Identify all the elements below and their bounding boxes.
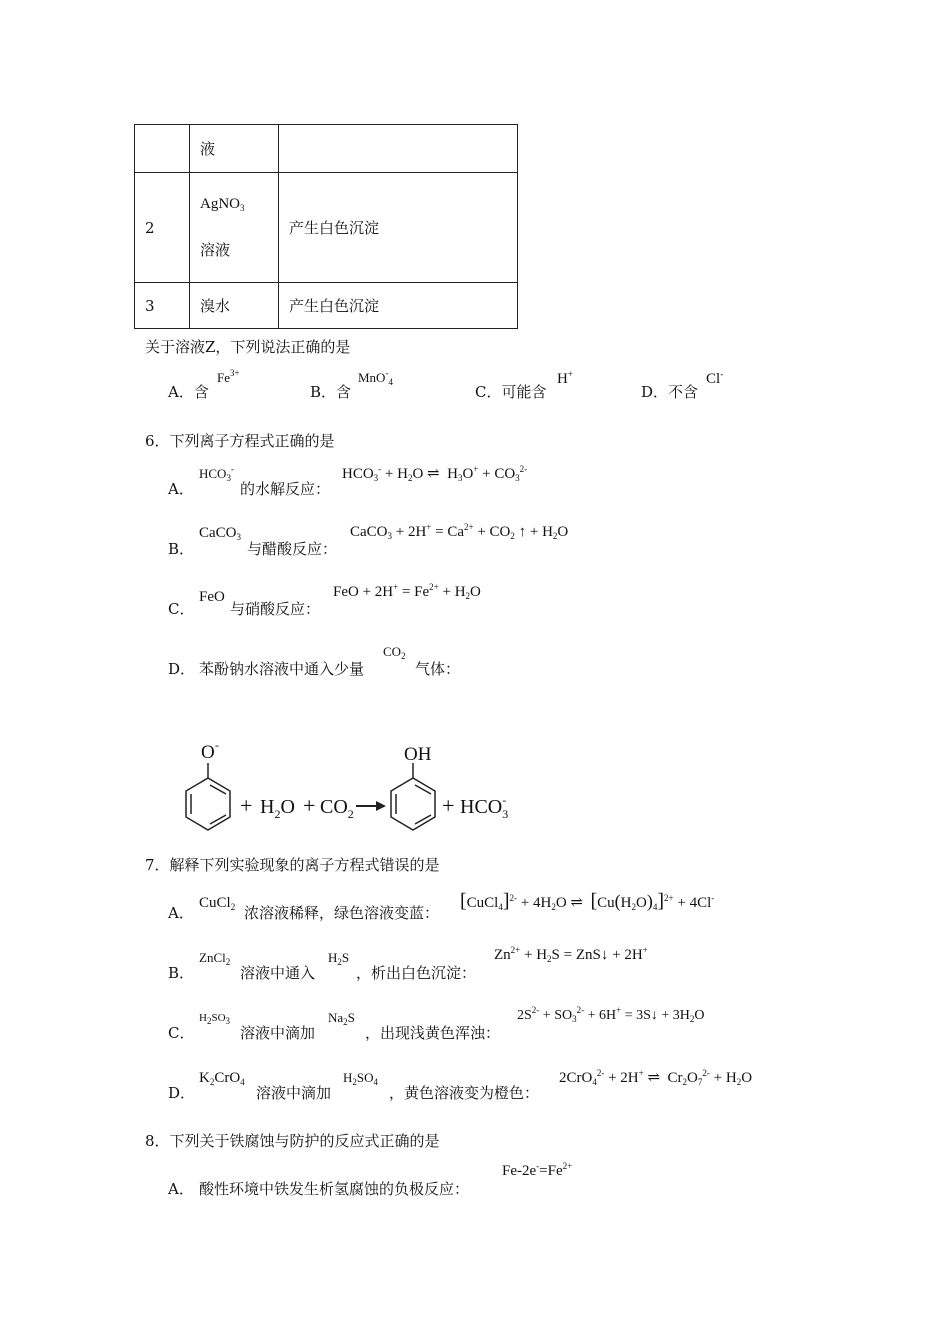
q6-option-a-text: 的水解反应： bbox=[240, 480, 331, 498]
q8-option-a-text: 酸性环境中铁发生析氢腐蚀的负极反应： bbox=[199, 1180, 470, 1198]
bicarbonate-formula: $HCO_3-$ bbox=[460, 793, 509, 821]
q6-option-d-text: 苯酚钠水溶液中通入少量 bbox=[199, 660, 365, 678]
table-cell-num: 3 bbox=[135, 283, 190, 329]
q6-c-equation: FeO + $2H^+ = Fe^{2+} + H_2O$ bbox=[333, 582, 481, 601]
q7-option-d-text: 溶液中滴加 bbox=[256, 1084, 332, 1102]
q8-a-equation: $Fe-2e^-=Fe^{2+}$ bbox=[502, 1161, 573, 1179]
q6-option-a-label[interactable]: A． bbox=[168, 480, 194, 498]
q7-option-c-label[interactable]: C． bbox=[168, 1024, 195, 1042]
q6-a-equation: $HCO_3^- + H_2O$ ⇌ $H_3O^+ + CO_3^{2-}$ bbox=[342, 464, 528, 483]
phenoxide-charge: - bbox=[215, 738, 219, 752]
q8-stem: 8．下列关于铁腐蚀与防护的反应式正确的是 bbox=[145, 1132, 440, 1150]
q7-option-c-text2: ，出现浅黄色浑浊： bbox=[365, 1024, 501, 1042]
plus-sign-1: + bbox=[240, 793, 253, 818]
q6-c-reactant: FeO bbox=[199, 589, 225, 605]
phenol-ring bbox=[391, 763, 435, 830]
q5-stem: 关于溶液Z，下列说法正确的是 bbox=[145, 338, 351, 356]
q7-c-formula: $Na_2S$ bbox=[328, 1010, 355, 1027]
experiment-table bbox=[134, 124, 518, 329]
table-cell-phenomenon bbox=[279, 125, 518, 173]
q7-option-d-text2: ，黄色溶液变为橙色： bbox=[389, 1084, 540, 1102]
table-cell-num bbox=[135, 125, 190, 173]
q7-d-formula: $H_2SO_4$ bbox=[343, 1070, 379, 1087]
q7-stem: 7．解释下列实验现象的离子方程式错误的是 bbox=[145, 856, 440, 874]
q6-option-d-text2: 气体： bbox=[415, 660, 461, 678]
phenoxide-ring bbox=[186, 763, 230, 830]
q5-option-c[interactable]: C．可能含 bbox=[475, 383, 547, 401]
phenoxide-reaction-scheme bbox=[170, 738, 530, 838]
q7-option-a-label[interactable]: A． bbox=[168, 904, 194, 922]
q5-option-b[interactable]: B．含 bbox=[310, 383, 352, 401]
q7-option-b-label[interactable]: B． bbox=[168, 964, 195, 982]
q7-b-formula: $H_2S$ bbox=[328, 950, 350, 967]
q7-c-equation: $2S^{2-} + SO_3^{2-} + 6H^+$ = 3S↓ + $3H_2O$ bbox=[517, 1005, 705, 1024]
q6-d-formula: $CO_2$ bbox=[383, 644, 406, 661]
q7-a-equation: [CuCl$_4$]$^{2-}$ + $4H_2O$ ⇌ $[Cu(H_2O)_4]^{2+} + 4Cl^-$ bbox=[460, 890, 715, 912]
q8-option-a-label[interactable]: A． bbox=[168, 1180, 194, 1198]
table-cell-reagent: AgNO$_3$ 溶液 bbox=[190, 173, 279, 283]
phenol-oh-label: OH bbox=[404, 744, 432, 765]
q7-option-b-text: 溶液中通入 bbox=[240, 964, 316, 982]
q7-option-a-text: 浓溶液稀释，绿色溶液变蓝： bbox=[244, 904, 440, 922]
table-cell-reagent: 液 bbox=[190, 125, 279, 173]
q5-option-c-formula: H+ bbox=[557, 369, 573, 387]
table-cell-reagent: 溴水 bbox=[190, 283, 279, 329]
q6-b-equation: CaCO$_3$ + $2H^+ = Ca^{2+} + CO_2$ ↑ + $H_2O$ bbox=[350, 522, 569, 541]
phenoxide-o-label: O bbox=[201, 742, 215, 763]
plus-sign-2: + bbox=[303, 793, 316, 818]
reaction-arrow bbox=[356, 801, 386, 811]
q5-option-d[interactable]: D．不含 bbox=[641, 383, 699, 401]
q7-b-equation: $Zn^{2+} + H_2S$ = ZnS↓ + 2H+ bbox=[494, 945, 648, 964]
table-row bbox=[135, 283, 518, 329]
q5-option-b-formula: MnO-$_4$ bbox=[358, 368, 393, 387]
q6-option-c-label[interactable]: C． bbox=[168, 600, 195, 618]
q7-c-reactant: $H_2SO_3$ bbox=[199, 1012, 231, 1026]
q6-option-b-text: 与醋酸反应： bbox=[247, 540, 338, 558]
q7-option-c-text: 溶液中滴加 bbox=[240, 1024, 316, 1042]
plus-sign-3: + bbox=[442, 793, 455, 818]
table-cell-num: 2 bbox=[135, 173, 190, 283]
q5-option-d-formula: Cl- bbox=[706, 369, 724, 387]
table-cell-phenomenon: 产生白色沉淀 bbox=[279, 283, 518, 329]
q7-d-equation: 2CrO$_4^{2-}$ + 2H+ ⇌ $Cr_2O_7^{2-} + H_2O$ bbox=[559, 1068, 753, 1087]
q7-d-reactant: $K_2CrO_4$ bbox=[199, 1070, 245, 1087]
q7-b-reactant: ZnCl$_2$ bbox=[199, 950, 231, 967]
q5-option-a[interactable]: A．含 bbox=[168, 383, 209, 401]
q6-b-reactant: CaCO$_3$ bbox=[199, 525, 241, 542]
table-row bbox=[135, 125, 518, 173]
q7-option-b-text2: ，析出白色沉淀： bbox=[356, 964, 477, 982]
table-row bbox=[135, 173, 518, 283]
q6-option-c-text: 与硝酸反应： bbox=[230, 600, 321, 618]
q7-option-d-label[interactable]: D． bbox=[168, 1084, 196, 1102]
q6-a-reactant: $HCO_3^-$ bbox=[199, 464, 234, 483]
q7-a-reactant: CuCl$_2$ bbox=[199, 895, 236, 912]
q5-option-a-formula: $Fe^{3+}$ bbox=[217, 368, 240, 385]
q6-option-d-label[interactable]: D． bbox=[168, 660, 196, 678]
q6-stem: 6．下列离子方程式正确的是 bbox=[145, 432, 335, 450]
co2-formula: $CO_2$ bbox=[320, 796, 354, 821]
table-cell-phenomenon: 产生白色沉淀 bbox=[279, 173, 518, 283]
q6-option-b-label[interactable]: B． bbox=[168, 540, 195, 558]
water-formula: $H_2O$ bbox=[260, 796, 295, 821]
